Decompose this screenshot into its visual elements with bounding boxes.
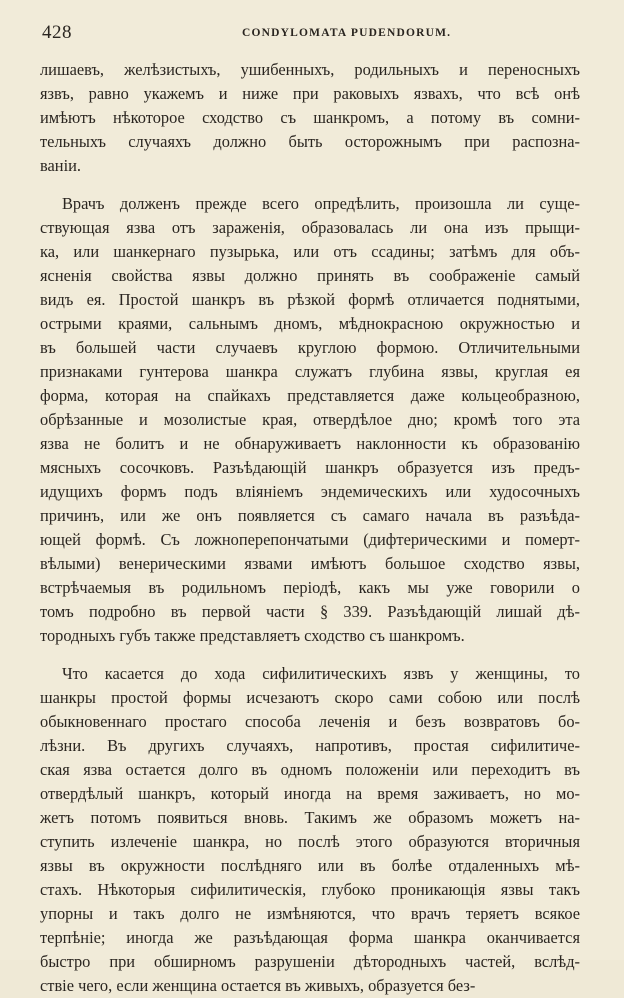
text-line: вѣлыми) венерическими язвами имѣютъ большое сходство язвы, — [40, 554, 580, 573]
text-line: отвердѣлый шанкръ, который иногда на время заживаетъ, но мо- — [40, 784, 580, 803]
text-line: ступить излеченіе шанкра, но послѣ этого образуются вторичныя — [40, 832, 580, 851]
text-line: ствіе чего, если женщина остается въ живыхъ, образуется без- — [40, 976, 476, 995]
text-line: ющей формѣ. Съ ложноперепончатыми (дифтерическими и померт- — [40, 530, 580, 549]
text-line: тородныхъ губъ также представляетъ сходство съ шанкромъ. — [40, 626, 465, 645]
text-line: упорны и такъ долго не измѣняются, что врачъ теряетъ всякое — [40, 904, 580, 923]
text-line: лишаевъ, желѣзистыхъ, ушибенныхъ, родильныхъ и переносныхъ — [40, 60, 580, 79]
text-line: Что касается до хода сифилитическихъ язвъ у женщины, то — [62, 664, 580, 683]
text-line: ствующая язва отъ зараженія, образовалась ли она изъ прыщи- — [40, 218, 580, 237]
paragraph-gap — [40, 648, 580, 662]
text-line: быстро при обширномъ разрушеніи дѣтородныхъ частей, вслѣд- — [40, 952, 580, 971]
paragraph-gap — [40, 178, 580, 192]
text-line: имѣютъ нѣкоторое сходство съ шанкромъ, а потому въ сомни- — [40, 108, 580, 127]
running-title: CONDYLOMATA PUDENDORUM. — [242, 27, 452, 39]
text-line: тельныхъ случаяхъ должно быть осторожнымъ при распозна- — [40, 132, 580, 151]
text-line: видъ ея. Простой шанкръ въ рѣзкой формѣ отличается поднятыми, — [40, 290, 580, 309]
text-line: стахъ. Нѣкоторыя сифилитическія, глубоко проникающія язвы такъ — [40, 880, 580, 899]
text-line: обрѣзанные и мозолистые края, отвердѣлое дно; кромѣ того эта — [40, 410, 580, 429]
text-line: лѣзни. Въ другихъ случаяхъ, напротивъ, простая сифилитиче- — [40, 736, 580, 755]
text-line: форма, которая на спайкахъ представляется даже кольцеобразною, — [40, 386, 580, 405]
text-line: язва не болитъ и не обнаруживаетъ наклонности къ образованію — [40, 434, 580, 453]
text-line: терпѣніе; иногда же разъѣдающая форма шанкра оканчивается — [40, 928, 580, 947]
text-line: обыкновеннаго простаго способа леченія и безъ возвратовъ бо- — [40, 712, 580, 731]
text-line: ваніи. — [40, 156, 81, 175]
text-line: встрѣчаемыя въ родильномъ періодѣ, какъ мы уже говорили о — [40, 578, 580, 597]
text-line: мясныхъ сосочковъ. Разъѣдающій шанкръ образуется изъ предъ- — [40, 458, 580, 477]
text-line: жетъ потомъ появиться вновь. Такимъ же образомъ можетъ на- — [40, 808, 580, 827]
text-line: ка, или шанкернаго пузырька, или отъ ссадины; затѣмъ для объ- — [40, 242, 580, 261]
text-line: острыми краями, сальнымъ дномъ, мѣднокрасною окружностью и — [40, 314, 580, 333]
text-line: язвы въ окружности послѣдняго или въ болѣе отдаленныхъ мѣ- — [40, 856, 580, 875]
text-line: ясненія свойства язвы должно принять въ соображеніе самый — [40, 266, 580, 285]
text-line: идущихъ формъ подъ вліяніемъ эндемическихъ или худосочныхъ — [40, 482, 580, 501]
body-text — [40, 58, 580, 998]
text-line: шанкры простой формы исчезаютъ скоро сами собою или послѣ — [40, 688, 580, 707]
page-header — [42, 22, 580, 46]
text-line: признаками гунтерова шанкра служатъ глубина язвы, круглая ея — [40, 362, 580, 381]
text-line: причинъ, или же онъ появляется съ самаго начала въ разъѣда- — [40, 506, 580, 525]
text-line: язвъ, равно укажемъ и ниже при раковыхъ язвахъ, что всѣ онѣ — [40, 84, 580, 103]
text-line: ская язва остается долго въ одномъ положеніи или переходитъ въ — [40, 760, 580, 779]
page-number: 428 — [42, 22, 72, 43]
text-line: въ большей части случаевъ круглою формою. Отличительными — [40, 338, 580, 357]
text-line: томъ подробно въ первой части § 339. Разъѣдающій лишай дѣ- — [40, 602, 580, 621]
text-line: Врачъ долженъ прежде всего опредѣлить, произошла ли суще- — [62, 194, 580, 213]
